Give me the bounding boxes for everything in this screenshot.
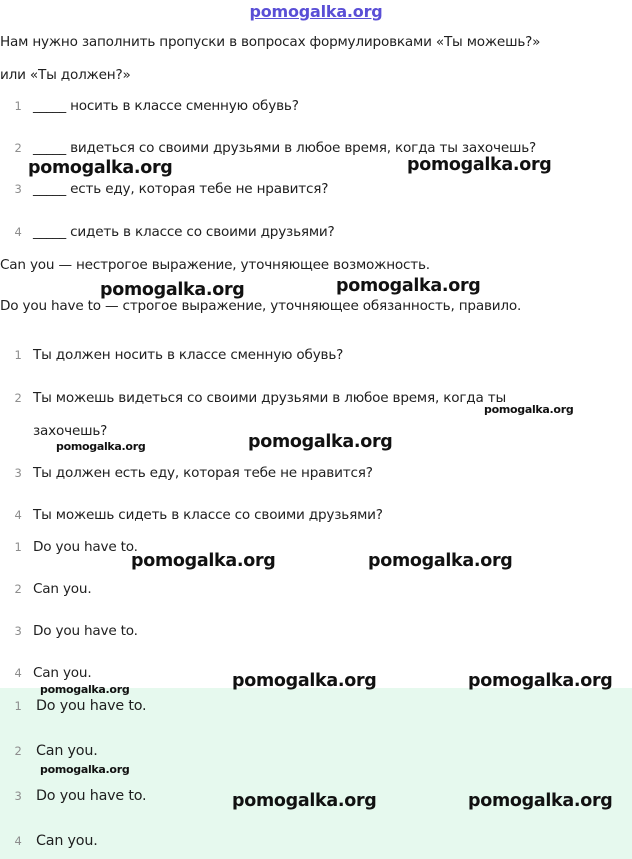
watermark-text: pomogalka.org [28,158,173,178]
watermark-text: pomogalka.org [468,671,613,691]
watermark-text: pomogalka.org [232,791,377,811]
watermark-text: pomogalka.org [484,403,574,416]
answer-text: Can you. [33,665,92,681]
answer-text: Can you. [33,581,92,597]
question-number: 3 [14,182,22,196]
intro-line-2: или «Ты должен?» [0,67,131,83]
final-answer-text: Can you. [36,743,98,759]
question-text: _____ есть еду, которая тебе не нравится? [33,181,329,197]
translation-number: 4 [14,508,22,522]
translation-text: Ты должен есть еду, которая тебе не нравится? [33,465,373,481]
watermark-text: pomogalka.org [40,683,130,696]
answer-number: 3 [14,624,22,638]
final-answer-text: Do you have to. [36,788,147,804]
explanation-can: Can you — нестрогое выражение, уточняющее возможность. [0,257,430,273]
watermark-text: pomogalka.org [468,791,613,811]
translation-number: 1 [14,348,22,362]
explanation-have-to: Do you have to — строгое выражение, уточняющее обязанность, правило. [0,298,522,314]
translation-text: Ты можешь видеться со своими друзьями в любое время, когда ты [33,390,506,406]
question-text: _____ сидеть в классе со своими друзьями? [33,224,335,240]
watermark-text: pomogalka.org [232,671,377,691]
question-number: 1 [14,99,22,113]
watermark-text: pomogalka.org [40,763,130,776]
final-answer-text: Can you. [36,833,98,849]
question-number: 4 [14,225,22,239]
answer-number: 2 [14,582,22,596]
final-answer-number: 3 [14,789,22,803]
watermark-text: pomogalka.org [100,280,245,300]
final-answer-number: 1 [14,699,22,713]
watermark-text: pomogalka.org [336,276,481,296]
answer-text: Do you have to. [33,623,138,639]
translation-text: Ты можешь сидеть в классе со своими друзьями? [33,507,383,523]
final-answer-text: Do you have to. [36,698,147,714]
translation-number: 2 [14,391,22,405]
answer-text: Do you have to. [33,539,138,555]
watermark-text: pomogalka.org [407,155,552,175]
translation-number: 3 [14,466,22,480]
final-answer-number: 2 [14,744,22,758]
intro-line-1: Нам нужно заполнить пропуски в вопросах формулировками «Ты можешь?» [0,34,541,50]
answer-number: 1 [14,540,22,554]
site-watermark-top: pomogalka.org [249,2,383,21]
answer-number: 4 [14,666,22,680]
question-text: _____ видеться со своими друзьями в любое время, когда ты захочешь? [33,140,537,156]
watermark-text: pomogalka.org [368,551,513,571]
watermark-text: pomogalka.org [131,551,276,571]
final-answer-number: 4 [14,834,22,848]
question-text: _____ носить в классе сменную обувь? [33,98,299,114]
watermark-text: pomogalka.org [248,432,393,452]
translation-text: Ты должен носить в классе сменную обувь? [33,347,344,363]
watermark-text: pomogalka.org [56,440,146,453]
question-number: 2 [14,141,22,155]
translation-text-continued: захочешь? [33,423,108,439]
